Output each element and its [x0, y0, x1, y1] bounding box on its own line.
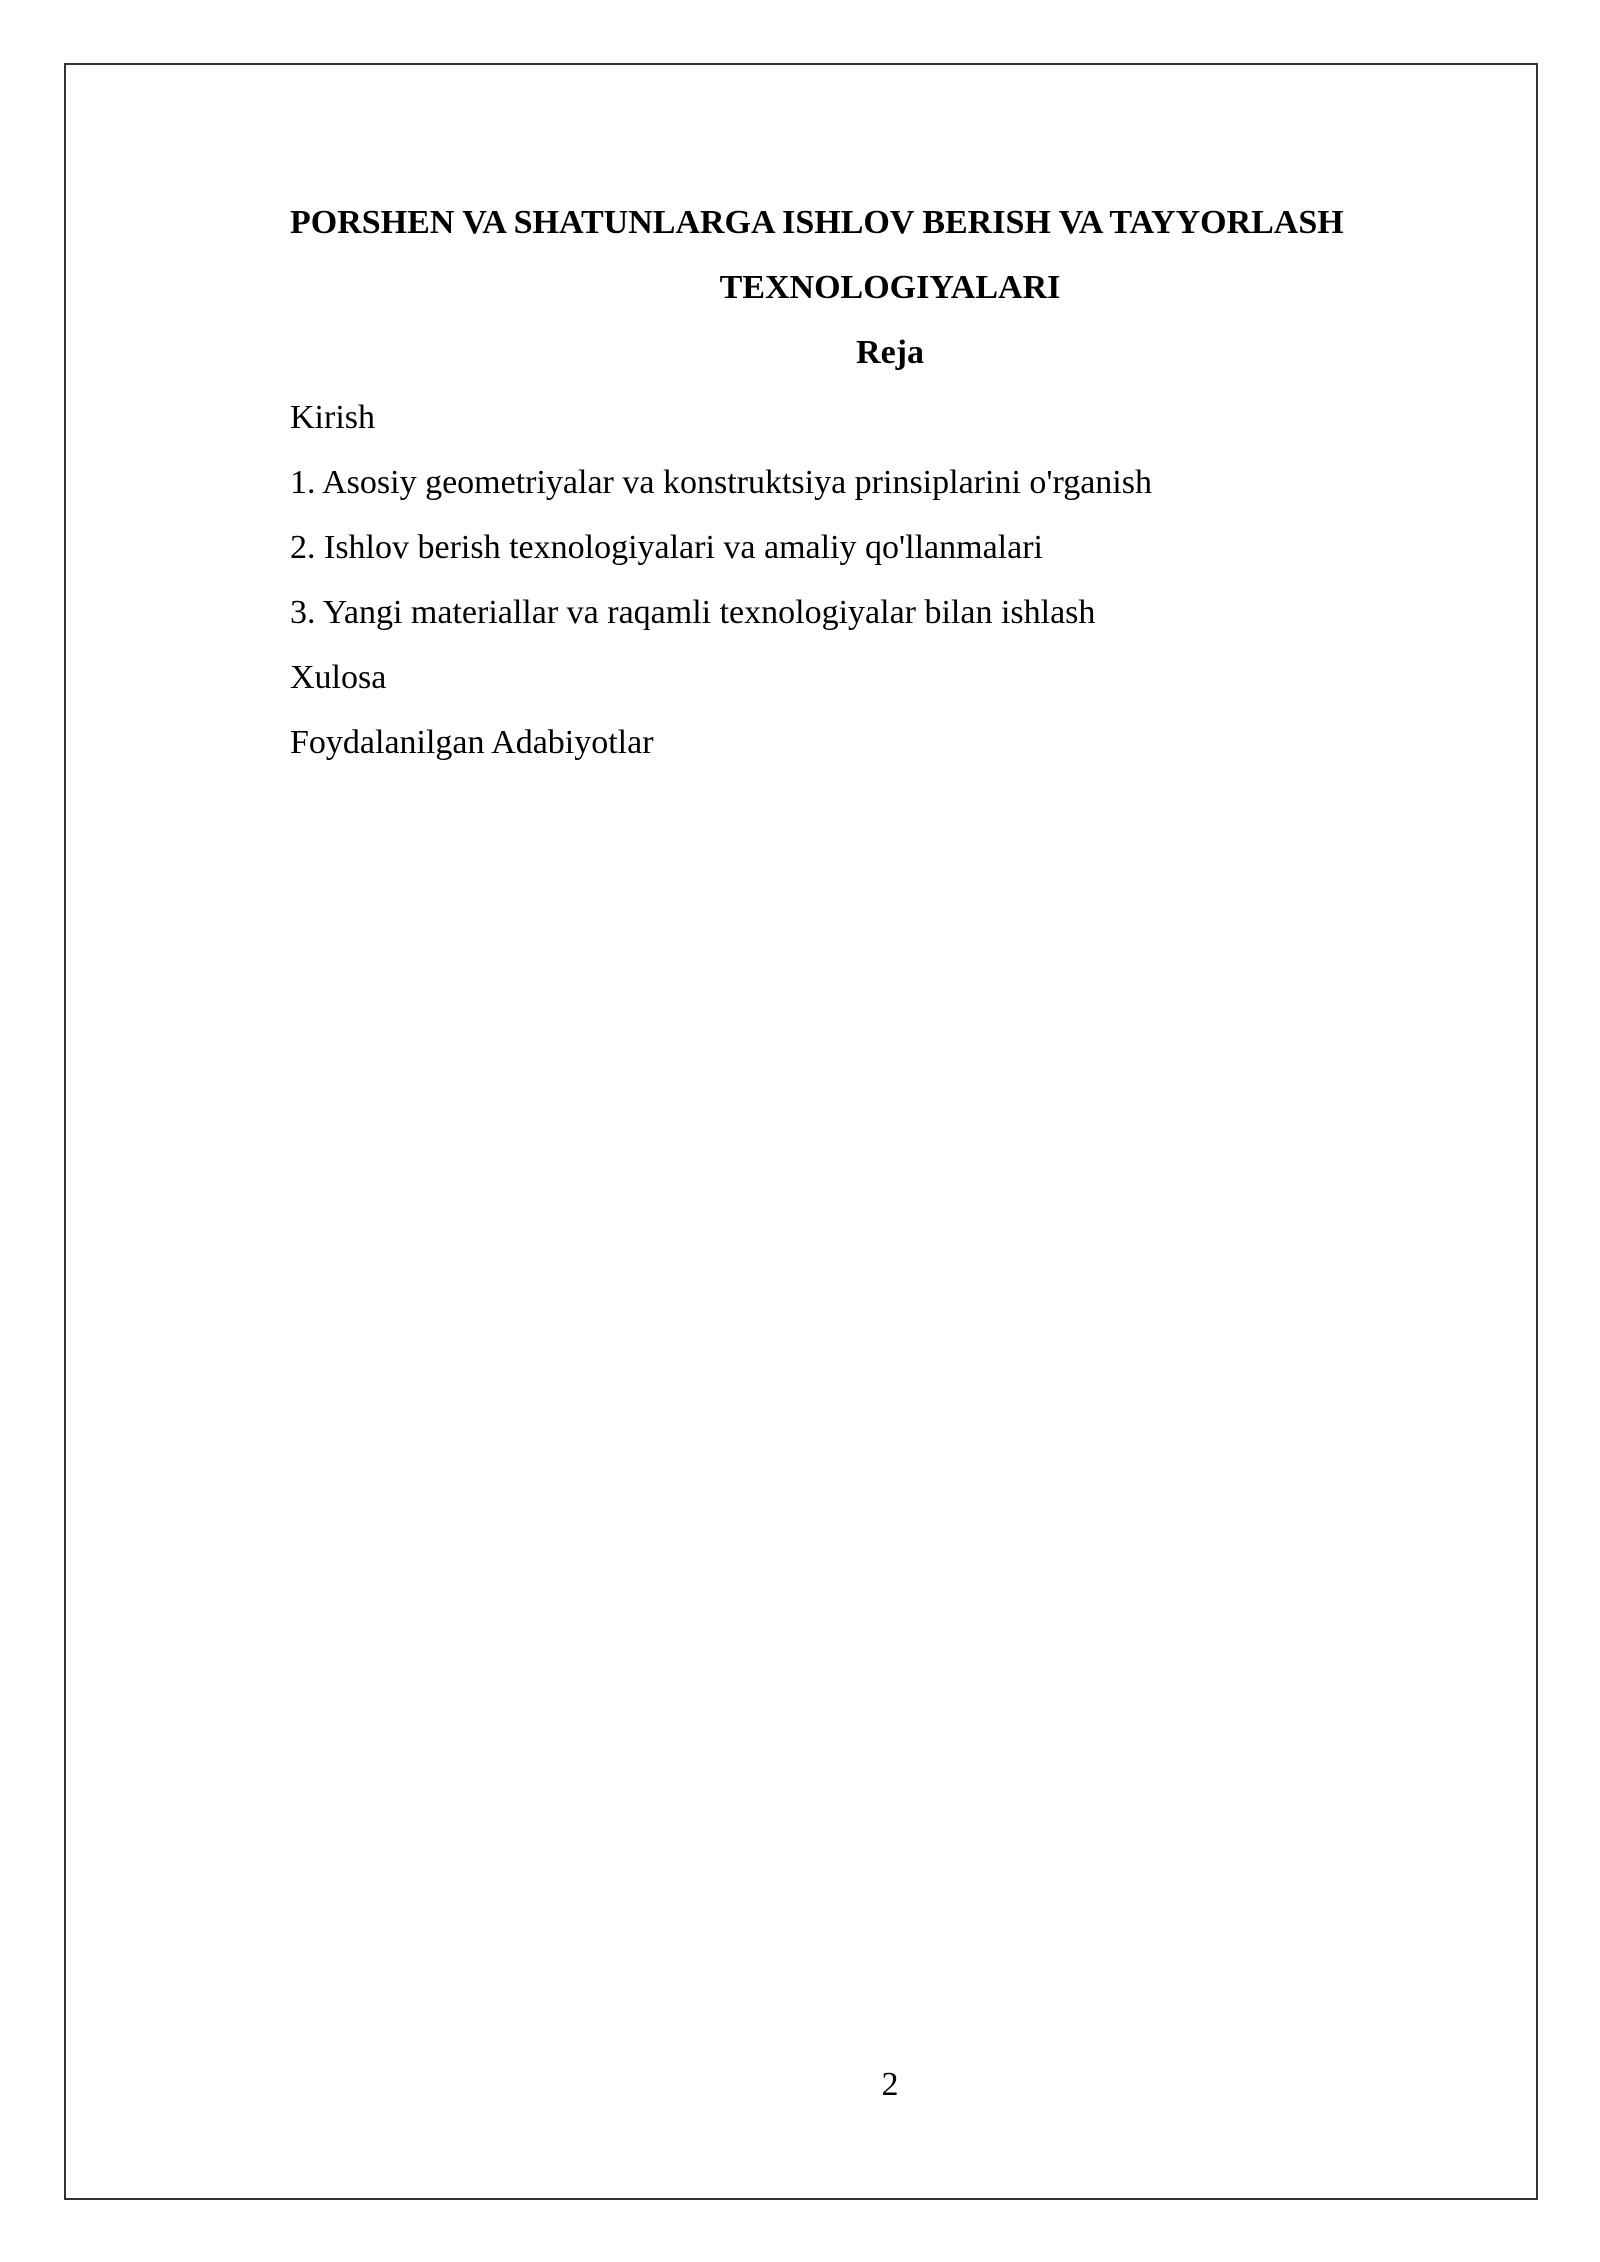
table-of-contents — [290, 385, 1490, 775]
toc-item-3: 3. Yangi materiallar va raqamli texnologiyalar bilan ishlash — [290, 594, 1096, 631]
document-title-line-2: TEXNOLOGIYALARI — [719, 269, 1061, 306]
document-title-line-1: PORSHEN VA SHATUNLARGA ISHLOV BERISH VA TAYYORLASH — [290, 204, 1344, 241]
plan-heading: Reja — [856, 334, 924, 371]
toc-item-conclusion: Xulosa — [290, 659, 387, 696]
toc-item-introduction: Kirish — [290, 399, 375, 436]
toc-item-references: Foydalanilgan Adabiyotlar — [290, 724, 654, 761]
page-number: 2 — [881, 2066, 899, 2103]
toc-item-1: 1. Asosiy geometriyalar va konstruktsiya prinsiplarini o'rganish — [290, 464, 1152, 501]
page-content — [290, 190, 1490, 775]
page-number-footer — [0, 2060, 1600, 2110]
toc-item-2: 2. Ishlov berish texnologiyalari va amaliy qo'llanmalari — [290, 529, 1043, 566]
